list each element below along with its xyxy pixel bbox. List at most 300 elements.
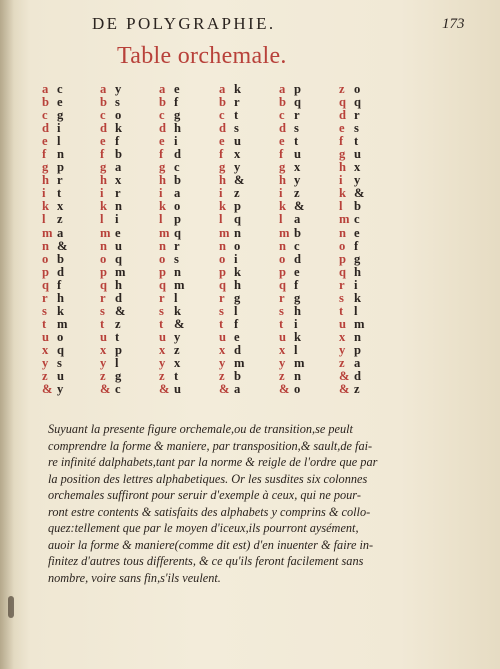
plain-letter: z: [339, 355, 345, 370]
table-row: [155, 383, 183, 396]
cipher-letter: z: [57, 212, 63, 227]
table-row: [96, 227, 124, 240]
cipher-letter: y: [115, 82, 122, 96]
cipher-letter: b: [57, 251, 65, 266]
table-column-4: [215, 83, 243, 396]
cipher-letter: m: [354, 316, 365, 331]
cipher-letter: z: [294, 186, 300, 201]
cipher-letter: r: [354, 108, 360, 123]
plain-letter: u: [159, 329, 167, 344]
cipher-letter: i: [354, 277, 358, 292]
cipher-letter: m: [234, 355, 245, 370]
cipher-letter: a: [354, 355, 361, 370]
cipher-letter: e: [354, 225, 360, 240]
table-column-5: [275, 83, 303, 396]
cipher-letter: k: [294, 329, 302, 344]
table-row: [38, 305, 66, 318]
plain-letter: q: [159, 277, 167, 292]
plain-letter: g: [279, 160, 286, 175]
cipher-letter: d: [115, 290, 123, 305]
text-line: re infinité dalphabets,tant par la norme & reigle de l'ordre que par: [48, 455, 378, 469]
cipher-letter: e: [115, 225, 121, 240]
plain-letter: r: [100, 290, 106, 305]
cipher-letter: g: [294, 290, 301, 305]
plain-letter: p: [279, 264, 287, 279]
cipher-letter: e: [234, 329, 240, 344]
plain-letter: q: [339, 95, 347, 110]
table-row: [215, 292, 243, 305]
orchemal-table: [38, 83, 378, 413]
cipher-letter: o: [115, 108, 122, 123]
cipher-letter: f: [354, 238, 359, 253]
table-column-2: [96, 83, 124, 396]
table-row: [38, 318, 66, 331]
plain-letter: a: [219, 82, 226, 96]
cipher-letter: s: [354, 121, 359, 136]
cipher-letter: x: [354, 160, 361, 175]
cipher-letter: n: [115, 199, 123, 214]
cipher-letter: n: [57, 147, 65, 162]
cipher-letter: q: [57, 342, 65, 357]
cipher-letter: d: [174, 147, 182, 162]
plain-letter: d: [219, 121, 227, 136]
table-row: [38, 240, 66, 253]
plain-letter: &: [339, 382, 350, 397]
cipher-letter: r: [57, 173, 63, 188]
plain-letter: p: [339, 251, 347, 266]
plain-letter: o: [42, 251, 49, 266]
plain-letter: &: [219, 382, 230, 397]
table-row: [155, 292, 183, 305]
plain-letter: m: [339, 212, 350, 227]
table-row: [275, 331, 303, 344]
plain-letter: n: [219, 238, 227, 253]
cipher-letter: h: [57, 290, 65, 305]
running-head: DE POLYGRAPHIE.: [92, 14, 276, 33]
cipher-letter: f: [57, 277, 62, 292]
body-paragraph: [48, 421, 378, 586]
plain-letter: h: [100, 173, 108, 188]
table-row: [38, 227, 66, 240]
plain-letter: m: [159, 225, 170, 240]
table-row: [215, 279, 243, 292]
cipher-letter: c: [174, 160, 180, 175]
table-row: [215, 318, 243, 331]
cipher-letter: r: [234, 95, 240, 110]
plain-letter: c: [42, 108, 48, 123]
cipher-letter: f: [174, 95, 179, 110]
cipher-letter: q: [115, 251, 123, 266]
cipher-letter: l: [57, 134, 61, 149]
plain-letter: s: [100, 303, 105, 318]
plain-letter: g: [42, 160, 49, 175]
text-line: la position des lettres alphabetiques. Or les susdites six colonnes: [48, 471, 368, 486]
text-line: ront estre contents & satisfaits des alphabets y comprins & collo-: [48, 504, 371, 519]
plain-letter: c: [100, 108, 106, 123]
cipher-letter: y: [294, 173, 301, 188]
cipher-letter: h: [115, 277, 123, 292]
cipher-letter: n: [354, 329, 362, 344]
plain-letter: s: [339, 290, 344, 305]
plain-letter: n: [100, 238, 108, 253]
cipher-letter: g: [234, 290, 241, 305]
plain-letter: i: [219, 186, 223, 201]
cipher-letter: u: [57, 369, 65, 384]
cipher-letter: h: [294, 303, 302, 318]
cipher-letter: g: [354, 251, 361, 266]
plain-letter: k: [100, 199, 108, 214]
cipher-letter: r: [115, 186, 121, 201]
cipher-letter: q: [234, 212, 242, 227]
cipher-letter: i: [57, 121, 61, 136]
plain-letter: q: [219, 277, 227, 292]
plain-letter: c: [279, 108, 285, 123]
cipher-letter: b: [174, 173, 182, 188]
cipher-letter: o: [57, 329, 64, 344]
plain-letter: h: [219, 173, 227, 188]
plain-letter: &: [339, 369, 350, 384]
page-number: 173: [442, 16, 465, 32]
page-title: Table orchemale.: [117, 43, 287, 69]
plain-letter: d: [339, 108, 347, 123]
plain-letter: l: [100, 212, 104, 227]
text-line: comprendre la forme & maniere, par transposition,& sault,de fai-: [48, 438, 373, 453]
cipher-letter: p: [294, 82, 302, 96]
cipher-letter: s: [57, 355, 62, 370]
plain-letter: y: [100, 355, 107, 370]
plain-letter: x: [42, 342, 49, 357]
table-row: [215, 213, 243, 226]
table-row: [155, 253, 183, 266]
plain-letter: b: [159, 95, 167, 110]
cipher-letter: i: [174, 134, 178, 149]
cipher-letter: l: [234, 303, 238, 318]
plain-letter: n: [279, 238, 287, 253]
plain-letter: n: [159, 238, 167, 253]
cipher-letter: p: [234, 199, 242, 214]
cipher-letter: &: [57, 238, 68, 253]
plain-letter: t: [219, 316, 224, 331]
cipher-letter: y: [234, 160, 241, 175]
plain-letter: g: [100, 160, 107, 175]
cipher-letter: r: [294, 108, 300, 123]
cipher-letter: s: [234, 121, 239, 136]
plain-letter: x: [339, 329, 346, 344]
text-line: nombre, voire sans fin,s'ils veulent.: [48, 570, 221, 585]
plain-letter: g: [339, 147, 346, 162]
cipher-letter: &: [294, 199, 305, 214]
plain-letter: z: [279, 369, 285, 384]
cipher-letter: y: [354, 173, 361, 188]
table-row: [96, 292, 124, 305]
cipher-letter: u: [354, 147, 362, 162]
plain-letter: h: [42, 173, 50, 188]
table-row: [155, 318, 183, 331]
table-row: [335, 292, 363, 305]
cipher-letter: s: [115, 95, 120, 110]
plain-letter: n: [339, 225, 347, 240]
cipher-letter: o: [174, 199, 181, 214]
cipher-letter: z: [354, 382, 360, 397]
cipher-letter: p: [174, 212, 182, 227]
table-row: [96, 331, 124, 344]
plain-letter: u: [219, 329, 227, 344]
table-row: [275, 266, 303, 279]
cipher-letter: c: [354, 212, 360, 227]
plain-letter: o: [100, 251, 107, 266]
plain-letter: c: [159, 108, 165, 123]
table-row: [335, 253, 363, 266]
table-row: [38, 383, 66, 396]
plain-letter: m: [279, 225, 290, 240]
text-line: orchemales suffiront pour seruir d'exemple à ceux, qui ne pour-: [48, 488, 361, 502]
plain-letter: t: [42, 316, 47, 331]
table-row: [155, 279, 183, 292]
plain-letter: t: [159, 316, 164, 331]
cipher-letter: u: [234, 134, 242, 149]
cipher-letter: f: [115, 134, 120, 149]
table-row: [96, 253, 124, 266]
cipher-letter: n: [234, 225, 242, 240]
text-line: quez:tellement que par le moyen d'iceux,ils pourront aysément,: [48, 521, 359, 535]
plain-letter: m: [219, 225, 230, 240]
text-line: finitez d'autres tous differents, & ce qu'ils feront facilement sans: [48, 554, 364, 568]
table-row: [96, 318, 124, 331]
table-row: [275, 240, 303, 253]
table-row: [38, 266, 66, 279]
cipher-letter: k: [57, 303, 65, 318]
plain-letter: r: [219, 290, 225, 305]
cipher-letter: m: [115, 264, 126, 279]
plain-letter: q: [100, 277, 108, 292]
plain-letter: p: [159, 264, 167, 279]
cipher-letter: &: [234, 173, 245, 188]
cipher-letter: i: [234, 251, 238, 266]
cipher-letter: e: [57, 95, 63, 110]
table-column-3: [155, 83, 183, 396]
cipher-letter: n: [294, 369, 302, 384]
plain-letter: &: [100, 382, 111, 397]
table-row: [215, 383, 243, 396]
table-row: [335, 240, 363, 253]
plain-letter: h: [159, 173, 167, 188]
table-row: [275, 253, 303, 266]
ink-blot: [8, 596, 14, 618]
cipher-letter: c: [294, 238, 300, 253]
cipher-letter: i: [115, 212, 119, 227]
table-row: [335, 213, 363, 226]
table-row: [96, 266, 124, 279]
plain-letter: r: [339, 277, 345, 292]
plain-letter: o: [219, 251, 226, 266]
cipher-letter: a: [294, 212, 301, 227]
table-row: [335, 266, 363, 279]
cipher-letter: t: [57, 186, 62, 201]
plain-letter: f: [100, 147, 105, 162]
table-row: [38, 292, 66, 305]
plain-letter: l: [219, 212, 223, 227]
cipher-letter: x: [234, 147, 241, 162]
cipher-letter: s: [174, 251, 179, 266]
table-row: [96, 240, 124, 253]
cipher-letter: l: [115, 355, 119, 370]
plain-letter: k: [42, 199, 50, 214]
plain-letter: e: [339, 121, 345, 136]
table-row: [96, 279, 124, 292]
plain-letter: d: [100, 121, 108, 136]
table-row: [335, 383, 363, 396]
plain-letter: h: [339, 160, 347, 175]
plain-letter: l: [339, 199, 343, 214]
table-row: [155, 213, 183, 226]
table-row: [155, 227, 183, 240]
plain-letter: z: [159, 369, 165, 384]
plain-letter: k: [339, 186, 347, 201]
cipher-letter: q: [174, 225, 182, 240]
plain-letter: i: [279, 186, 283, 201]
plain-letter: r: [159, 290, 165, 305]
cipher-letter: g: [115, 369, 122, 384]
plain-letter: y: [42, 355, 49, 370]
table-row: [155, 331, 183, 344]
plain-letter: y: [339, 342, 346, 357]
cipher-letter: k: [174, 303, 182, 318]
cipher-letter: d: [354, 369, 362, 384]
plain-letter: x: [279, 342, 286, 357]
cipher-letter: n: [174, 264, 182, 279]
cipher-letter: z: [234, 186, 240, 201]
plain-letter: g: [159, 160, 166, 175]
cipher-letter: q: [354, 95, 362, 110]
cipher-letter: r: [174, 238, 180, 253]
plain-letter: m: [100, 225, 111, 240]
cipher-letter: &: [115, 303, 126, 318]
cipher-letter: l: [174, 290, 178, 305]
cipher-letter: g: [174, 108, 181, 123]
plain-letter: h: [279, 173, 287, 188]
plain-letter: e: [219, 134, 225, 149]
plain-letter: o: [339, 238, 346, 253]
cipher-letter: d: [294, 251, 302, 266]
plain-letter: t: [339, 303, 344, 318]
plain-letter: a: [279, 82, 286, 96]
cipher-letter: k: [234, 264, 242, 279]
cipher-letter: f: [234, 316, 239, 331]
plain-letter: z: [219, 369, 225, 384]
table-row: [275, 213, 303, 226]
cipher-letter: q: [294, 95, 302, 110]
plain-letter: r: [279, 290, 285, 305]
table-row: [335, 305, 363, 318]
table-row: [38, 331, 66, 344]
table-row: [335, 318, 363, 331]
cipher-letter: &: [354, 186, 365, 201]
plain-letter: k: [279, 199, 287, 214]
plain-letter: e: [159, 134, 165, 149]
cipher-letter: f: [294, 277, 299, 292]
plain-letter: b: [219, 95, 227, 110]
plain-letter: s: [219, 303, 224, 318]
cipher-letter: b: [115, 147, 123, 162]
cipher-letter: b: [234, 369, 242, 384]
plain-letter: y: [159, 355, 166, 370]
table-row: [275, 292, 303, 305]
plain-letter: d: [42, 121, 50, 136]
plain-letter: &: [279, 382, 290, 397]
plain-letter: n: [42, 238, 50, 253]
table-column-6: [335, 83, 363, 396]
plain-letter: o: [159, 251, 166, 266]
plain-letter: s: [159, 303, 164, 318]
plain-letter: y: [279, 355, 286, 370]
plain-letter: d: [159, 121, 167, 136]
cipher-letter: y: [174, 329, 181, 344]
cipher-letter: a: [234, 382, 241, 397]
plain-letter: b: [279, 95, 287, 110]
plain-letter: k: [159, 199, 167, 214]
cipher-letter: m: [57, 316, 68, 331]
table-row: [96, 383, 124, 396]
plain-letter: z: [339, 82, 345, 96]
plain-letter: l: [159, 212, 163, 227]
plain-letter: z: [100, 369, 106, 384]
table-row: [215, 331, 243, 344]
plain-letter: f: [339, 134, 344, 149]
cipher-letter: o: [294, 382, 301, 397]
cipher-letter: u: [294, 147, 302, 162]
cipher-letter: b: [354, 199, 362, 214]
plain-letter: u: [339, 316, 347, 331]
cipher-letter: p: [57, 160, 65, 175]
table-row: [96, 213, 124, 226]
table-row: [335, 227, 363, 240]
table-row: [215, 240, 243, 253]
cipher-letter: p: [115, 342, 123, 357]
cipher-letter: t: [354, 134, 359, 149]
plain-letter: x: [219, 342, 226, 357]
table-row: [215, 305, 243, 318]
plain-letter: e: [100, 134, 106, 149]
cipher-letter: t: [115, 329, 120, 344]
cipher-letter: c: [57, 82, 63, 96]
cipher-letter: t: [294, 134, 299, 149]
cipher-letter: k: [354, 290, 362, 305]
table-row: [275, 279, 303, 292]
plain-letter: l: [42, 212, 46, 227]
plain-letter: q: [279, 277, 287, 292]
plain-letter: d: [279, 121, 287, 136]
plain-letter: e: [42, 134, 48, 149]
cipher-letter: k: [115, 121, 123, 136]
text-line: Suyuant la presente figure orchemale,ou de transition,se peult: [48, 422, 353, 436]
plain-letter: e: [279, 134, 285, 149]
cipher-letter: z: [115, 316, 121, 331]
plain-letter: y: [219, 355, 226, 370]
cipher-letter: a: [174, 186, 181, 201]
plain-letter: p: [219, 264, 227, 279]
cipher-letter: i: [294, 316, 298, 331]
plain-letter: p: [100, 264, 108, 279]
plain-letter: b: [100, 95, 108, 110]
cipher-letter: h: [174, 121, 182, 136]
plain-letter: f: [279, 147, 284, 162]
table-row: [96, 305, 124, 318]
cipher-letter: m: [294, 355, 305, 370]
table-row: [215, 253, 243, 266]
plain-letter: a: [159, 82, 166, 96]
table-row: [155, 266, 183, 279]
plain-letter: k: [219, 199, 227, 214]
